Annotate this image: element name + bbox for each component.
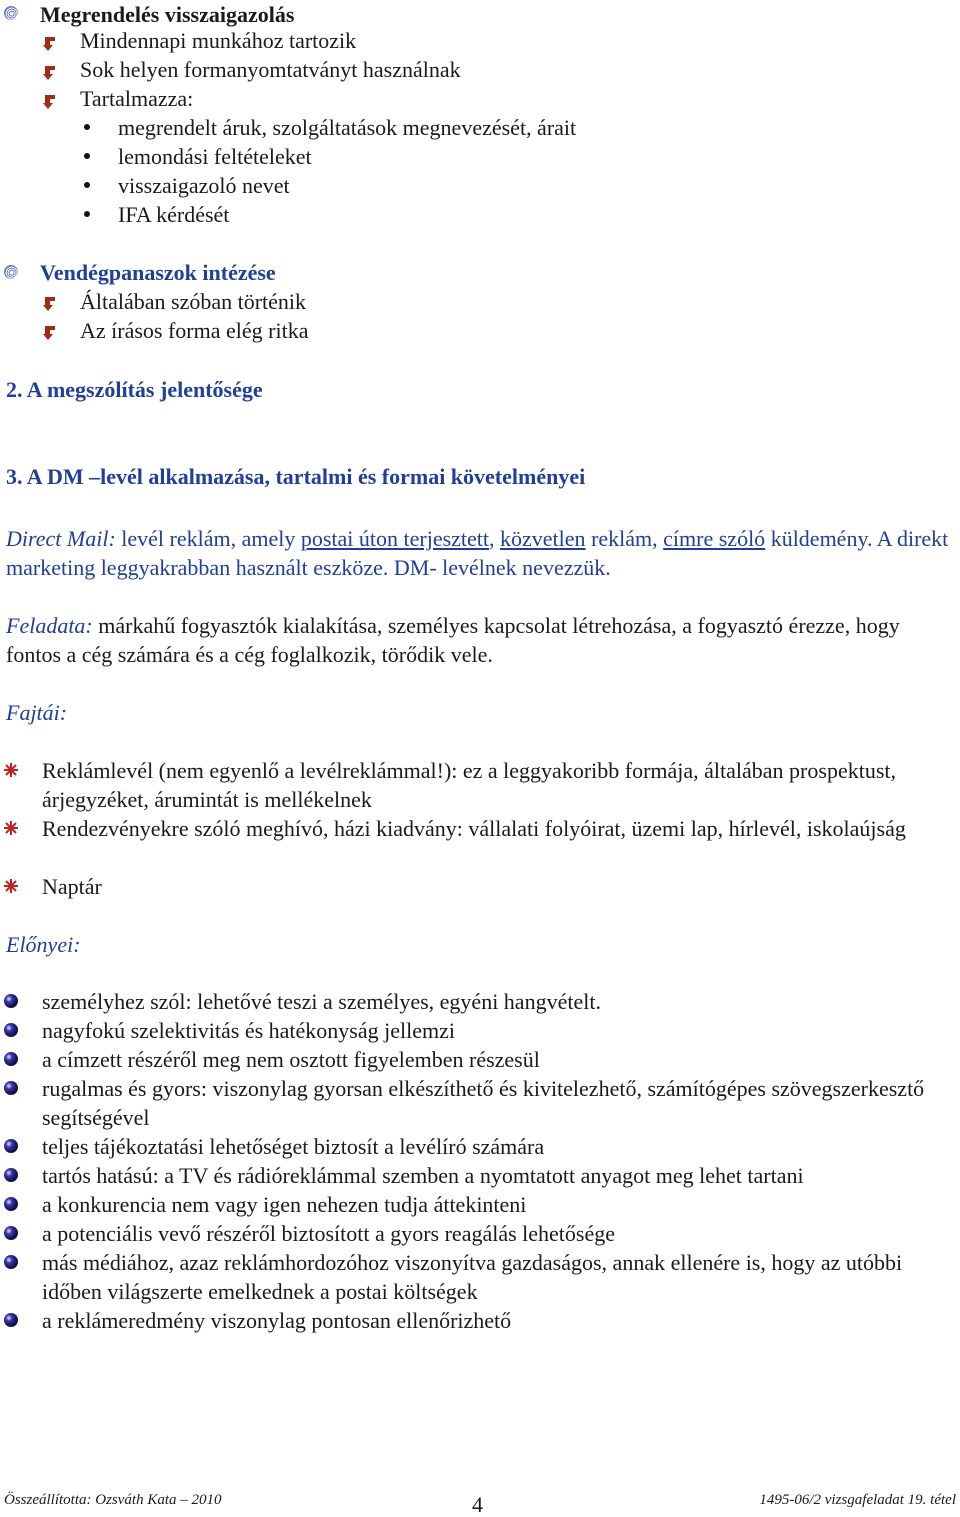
text-run: ,	[489, 526, 501, 551]
list-item: a konkurencia nem vagy igen nehezen tudja áttekinteni	[42, 1192, 527, 1217]
sphere-bullet-icon	[4, 1255, 18, 1269]
direct-mail-label: Direct Mail:	[6, 526, 116, 551]
starburst-bullet-icon	[4, 763, 18, 777]
dot-bullet-icon	[84, 153, 90, 159]
list-item: teljes tájékoztatási lehetőséget biztosít a levélíró számára	[42, 1134, 545, 1159]
dot-bullet-icon	[84, 124, 90, 130]
list-item: rugalmas és gyors: viszonylag gyorsan elkészíthető és kivitelezhető, számítógépes szövegszerkesztő segítségével	[42, 1076, 925, 1130]
arrow-bullet-icon	[42, 65, 56, 81]
list-item: Általában szóban történik	[80, 289, 307, 314]
text-run: levél reklám, amely	[115, 526, 301, 551]
task-label: Feladata:	[6, 613, 93, 638]
text-run: küldemény. A direkt marketing leggyakrabban használt eszköze. DM- levélnek nevezzük.	[6, 526, 949, 580]
link-addressed[interactable]: címre szóló	[663, 526, 766, 551]
page-number: 4	[472, 1492, 483, 1517]
list-subitem: lemondási feltételeket	[118, 144, 312, 169]
list-item: a potenciális vevő részéről biztosított a gyors reagálás lehetősége	[42, 1221, 616, 1246]
list-item: tartós hatású: a TV és rádióreklámmal szemben a nyomtatott anyagot meg lehet tartani	[42, 1163, 804, 1188]
text-run: reklám,	[585, 526, 664, 551]
list-item: Mindennapi munkához tartozik	[80, 28, 357, 53]
spiral-bullet-icon	[4, 6, 18, 20]
section-title-order: Megrendelés visszaigazolás	[40, 2, 295, 27]
arrow-bullet-icon	[42, 325, 56, 341]
list-subitem: IFA kérdését	[118, 202, 230, 227]
list-item: személyhez szól: lehetővé teszi a személyes, egyéni hangvételt.	[42, 989, 601, 1014]
spiral-bullet-icon	[4, 265, 18, 279]
section-title-complaints: Vendégpanaszok intézése	[40, 260, 276, 285]
list-item: Rendezvényekre szóló meghívó, házi kiadvány: vállalati folyóirat, üzemi lap, hírlevél, iskolaújság	[42, 816, 906, 841]
heading-salutation: 2. A megszólítás jelentősége	[6, 377, 263, 402]
list-item: Az írásos forma elég ritka	[80, 318, 309, 343]
starburst-bullet-icon	[4, 879, 18, 893]
starburst-bullet-icon	[4, 821, 18, 835]
sphere-bullet-icon	[4, 1313, 18, 1327]
arrow-bullet-icon	[42, 296, 56, 312]
sphere-bullet-icon	[4, 1023, 18, 1037]
list-item: Naptár	[42, 874, 102, 899]
direct-mail-paragraph	[6, 524, 954, 582]
advantages-label: Előnyei:	[6, 932, 81, 957]
link-direct[interactable]: közvetlen	[500, 526, 586, 551]
list-item: a reklámeredmény viszonylag pontosan ellenőrizhető	[42, 1308, 512, 1333]
sphere-bullet-icon	[4, 1052, 18, 1066]
sphere-bullet-icon	[4, 994, 18, 1008]
list-subitem: megrendelt áruk, szolgáltatások megnevezését, árait	[118, 115, 577, 140]
dot-bullet-icon	[84, 211, 90, 217]
sphere-bullet-icon	[4, 1226, 18, 1240]
list-item: más médiához, azaz reklámhordozóhoz viszonyítva gazdaságos, annak ellenére is, hogy az utóbbi időben világszerte emelkednek a postai költségek	[42, 1250, 903, 1304]
list-item: nagyfokú szelektivitás és hatékonyság jellemzi	[42, 1018, 455, 1043]
heading-dm-letter: 3. A DM –levél alkalmazása, tartalmi és formai követelményei	[6, 464, 586, 489]
task-paragraph	[6, 611, 954, 669]
sphere-bullet-icon	[4, 1139, 18, 1153]
sphere-bullet-icon	[4, 1197, 18, 1211]
arrow-bullet-icon	[42, 36, 56, 52]
list-item: Tartalmazza:	[80, 86, 194, 111]
sphere-bullet-icon	[4, 1168, 18, 1182]
list-subitem: visszaigazoló nevet	[118, 173, 290, 198]
link-postal[interactable]: postai úton terjesztett	[300, 526, 490, 551]
types-label: Fajtái:	[6, 700, 68, 725]
arrow-bullet-icon	[42, 94, 56, 110]
footer-exam-code: 1495-06/2 vizsgafeladat 19. tétel	[759, 1492, 956, 1508]
dot-bullet-icon	[84, 182, 90, 188]
list-item: Reklámlevél (nem egyenlő a levélreklámmal!): ez a leggyakoribb formája, általában prospektust, árjegyzéket, árumintát is mellékelnek	[42, 758, 896, 812]
list-item: a címzett részéről meg nem osztott figyelemben részesül	[42, 1047, 540, 1072]
footer-author: Összeállította: Ozsváth Kata – 2010	[4, 1492, 222, 1508]
list-item: Sok helyen formanyomtatványt használnak	[80, 57, 461, 82]
text-run: márkahű fogyasztók kialakítása, személyes kapcsolat létrehozása, a fogyasztó érezze, hogy fontos a cég számára és a cég foglalkozik, törődik vele.	[6, 613, 900, 667]
sphere-bullet-icon	[4, 1081, 18, 1095]
